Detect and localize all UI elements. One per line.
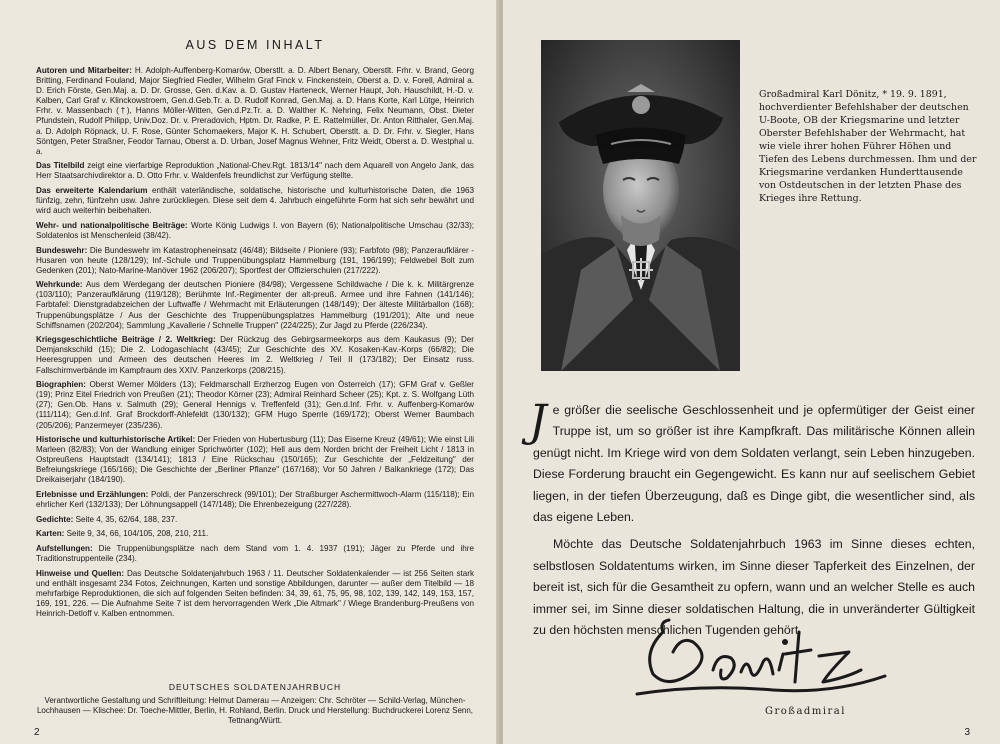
quote-paragraph-2: Möchte das Deutsche Soldatenjahrbuch 1963 im Sinne dieses echten, selbstlosen Soldatentums wirken, im Sinne dieser Tapferkeit des Einzelnen, der bereit ist, sich für die Gesamtheit zu opfern, wann und an welcher Stelle es auch immer sei, im Sinne dieser soldatischen Haltung, die in unveränderter Gültigkeit zu den höchsten menschlichen Tugenden gehört. [533,537,975,638]
signature-title: Großadmiral [765,706,846,717]
toc-entry-label: Gedichte: [36,514,74,524]
toc-entry-label: Erlebnisse und Erzählungen: [36,490,149,500]
toc-entry-text: Worte König Ludwigs I. von Bayern (6); Nationalpolitische Umschau (32/33); Soldatenlos ist Menschenleid (38/42). [36,220,475,240]
toc-entry-text: Seite 4, 35, 62/64, 188, 237. [73,514,178,524]
toc-entry-label: Das erweiterte Kalendarium [36,186,148,196]
quote-paragraph-1: e größer die seelische Geschlossenheit und je opfermütiger der Geist einer Truppe ist, um so größer ist ihre Kampfkraft. Das militärische Können allein genügt nicht. Im Kriege wird von dem Soldaten verlangt, sein Leben hinzugeben. Diese Forderung braucht ein Gegengewicht. Es kann nur auf seelischem Gebiet liegen, in der tiefen Überzeugung, daß es Dinge gibt, die wesentlicher sind, als das eigene Leben. [533,403,975,525]
toc-entry [36,490,474,510]
toc-entry-label: Hinweise und Quellen: [36,568,125,578]
toc-entry [36,544,474,564]
imprint-text: Verantwortliche Gestaltung und Schriftleitung: Helmut Damerau — Anzeigen: Chr. Schröter — Schild-Verlag, München-Lochhausen — Klischee: Dr. Toeche-Mittler, Berlin, H. Rohland, Berlin. Druck und Herstellung: Buchdruckerei Lorenz Senn, Tettnang/Württ. [36,696,474,725]
drop-cap: J [529,396,547,447]
toc-entry-label: Biographien: [36,380,86,390]
toc-entry-label: Autoren und Mitarbeiter: [36,66,132,75]
toc-entry-label: Wehrkunde: [36,280,83,290]
toc-entry [36,435,474,485]
toc-entry-text: Poldi, der Panzerschreck (99/101); Der Straßburger Aschermittwoch-Alarm (115/118); Ein ehrlicher Kerl (132/133); Der Löhnungsappell (147/148); Die Ehrenbezeigung (227/228). [36,490,475,510]
toc-entry-text: Das Deutsche Soldatenjahrbuch 1963 / 11. Deutscher Soldatenkalender — ist 256 Seiten stark und enthält insgesamt 234 Fotos, Zeichnungen, Karten und sonstige Abbildungen, darunter — außer dem Titelbild — 18 mehrfarbige Reproduktionen, die sich auf folgenden Seiten befinden: 34, 39, 61, 75, 95, 98, 102, 139, 142, 149, 153, 157, 169, 191, 226. — Die Aufnahme Seite 7 ist dem hervorragenden Werk „Die Altmark" / Wiege Brandenburg-Preußens von Heinrich-Detloff v. Kalben entnommen. [36,568,475,618]
toc-entry [36,380,474,430]
quote-text [529,396,975,647]
page-number-left: 2 [34,727,40,738]
toc-entry [36,569,474,619]
toc-entry [36,161,474,181]
toc-entry [36,186,474,216]
page-number-right: 3 [964,727,970,738]
imprint [36,682,474,726]
toc-list [36,66,474,619]
toc-entry-label: Wehr- und nationalpolitische Beiträge: [36,220,188,230]
toc-entry-text: H. Adolph-Auffenberg-Komarów, Oberstlt. a. D. Albert Benary, Oberstlt. Frhr. v. Brand, Georg Britting, Ferdinand Fouland, Major Siegfried Fiedler, Wilhelm Graf Finck v. Finckenstein, Oberst a. D. v. Forell, Admiral a. D. Erich Förste, Gen.Maj. a. D. Dr. Grosse, Gen. d.Kav. a. D. Gustav Harteneck, Werner Haupt, Joh. Hauschildt, H.-D. v. Kalben, Carl Graf v. Klinckowstroem, Gen.d.Geb.Tr. a. D. Rudolf Konrad, Gen.Maj. a. D. Hans Korte, Karl Lütge, Heinrich Frhr. v. Massenbach (†), Hanns Möller-Witten, Gen.d.Pz.Tr. a. D. Walther K. Nehring, Felix Neumann, Obst. Dieter Pfundstein, Rudolf Philipp, Univ.Doz. Dr. v. Preradovich, Hptm. Dr. Radke, P. E. Rattelmüller, Dr. Anton Ritthaler, Gen.Maj. a. D. Adolph Röpnack, U. F. Rose, Günter Schomaekers, Major K. H. Schubert, Oberstlt. a. D. Dr. Frhr. v. Siegler, Hans Söntgen, Peter Straßner, Feodor Tarnau, Oberst a. D. Urban, Josef Magnus Wehner, Fritz Weidt, Oberst a. D. Westphal u. a. [36,66,474,156]
portrait-illustration [541,40,740,371]
toc-title: AUS DEM INHALT [185,38,325,52]
handwritten-signature [623,612,903,707]
toc-entry [36,280,474,330]
toc-entry-text: Der Rückzug des Gebirgsarmeekorps aus dem Kaukasus (9); Der Demjanskschild (15); Die 2. Lodogaschlacht (43/45); Zur Geschichte des XV. Kosaken-Kav.-Korps (66/82); Die Heeresgruppen und Armeen des deutschen Heeres im 2. Weltkrieg / Teil II (173/182); Der Einsatz russ. Fallschirmverbände im Kampfraum des XXIV. Panzerkorps (208/215). [36,335,474,375]
toc-entry-label: Kriegsgeschichtliche Beiträge / 2. Weltkrieg: [36,335,216,345]
toc-entry [36,335,474,375]
imprint-title: DEUTSCHES SOLDATENJAHRBUCH [168,682,342,692]
toc-entry-label: Karten: [36,529,65,539]
portrait-photo [541,40,740,371]
toc-entry [36,529,474,539]
toc-entry-label: Aufstellungen: [36,543,93,553]
toc-entry-text: Die Truppenübungsplätze nach dem Stand vom 1. 4. 1937 (191); Jäger zu Pferde und ihre Traditionstruppenteile (234). [36,543,474,564]
portrait-caption: Großadmiral Karl Dönitz, * 19. 9. 1891, hochverdienter Befehlshaber der deutschen U-Boote, OB der Kriegsmarine und letzter Oberster Befehlshaber der Wehrmacht, hat wie viele ihrer hohen Führer Höhen und Tiefen des Lebens durchmessen. Ihm und der Kriegsmarine verdanken Hunderttausende von Ostdeutschen in der letzten Phase des Krieges ihre Rettung. [759,89,977,204]
toc-entry-label: Das Titelbild [36,161,85,171]
toc-entry [36,246,474,276]
toc-entry-text: Seite 9, 34, 66, 104/105, 208, 210, 211. [64,529,209,539]
toc-entry [36,221,474,241]
toc-entry-text: Der Frieden von Hubertusburg (11); Das Eiserne Kreuz (49/61); Wie einst Lili Marleen (82/83); Von der Wandlung einiger Sprichwörter (102); Hell aus dem Norden bricht der Freiheit Licht / 1813 in Ostpreußens Hauptstadt (134/141); 1813 / Eine Rückschau (150/165); Zur Geschichte der „Feldzeitung" der Befreiungskriege (165/166); Die Geschichte der „Berliner Pflanze" (167/168); Vor 50 Jahren / Balkankriege (172); Das Dreikaiserjahr (184/190). [36,435,474,485]
toc-entry-text: zeigt eine vierfarbige Reproduktion „National-Chev.Rgt. 1813/14" nach dem Aquarell von Angelo Jank, das Herr Staatsarchivdirektor a. D. Otto Frhr. v. Waldenfels freundlichst zur Verfügung stellte. [36,161,474,181]
toc-entry-text: Aus dem Werdegang der deutschen Pioniere (84/98); Vergessene Schildwache / Die k. k. Militärgrenze (103/110); Panzeraufklärung (119/128); Berühmte Inf.-Regimenter der alt-preuß. Armee und ihre Fahnen (141/146); Farbtafel: Dienstgradabzeichen der Luftwaffe / Wehrmacht mit Erläuterungen (148/149); Der älteste Militärballon (168); Truppenübungsplätze / Aus der Geschichte des Truppenübungsplatzes Hammelburg (191/201); Alte und neue Schiffsnamen (202/204); Sammlung „Kavallerie / Schnelle Truppen" (224/225); Zur Jagd zu Pferde (226/234). [36,280,474,330]
toc-entry-text: Oberst Werner Mölders (13); Feldmarschall Erzherzog Eugen von Österreich (17); GFM Graf v. Geßler (19); Prinz Eitel Friedrich von Preußen (21); Theodor Körner (23); Admiral Reinhard Scheer (25); Kpt. z. S. Wolfgang Lüth (27); Gen.Ob. Hans v. Salmuth (29); General Hennigs v. Treffenfeld (31); Gen.d.Inf. Frhr. v. Auffenberg-Komarów (111/114); Gen.d.Inf. Graf Brockdorff-Ahlefeldt (130/132); GFM Hugo Sperrle (169/172); Oberst Werner Baumbach (205/206); Panzermeyer (235/236). [36,380,474,430]
toc-entry-label: Bundeswehr: [36,245,88,255]
toc-entry-label: Historische und kulturhistorische Artikel: [36,435,196,445]
right-page [503,0,1000,744]
toc-entry-text: Die Bundeswehr im Katastropheneinsatz (46/48); Bildseite / Pioniere (93); Farbfoto (98); Panzeraufklärer - Husaren von heute (128/129); Inf.-Schule und Truppenübungsplatz Hammelburg (191, 196/199); Feldwebel Bolt zum Gedenken (201); Nato-Marine-Manöver 1962 (206/207); Sportfest der Offizierschulen (217/222). [36,245,474,275]
toc-entry [36,66,474,157]
toc-entry-text: enthält vaterländische, soldatische, historische und kulturhistorische Daten, die 1963 fünfzig, zehn, fünfzehn usw. Jahre zurückliegen. Diese seit dem 4. Jahrbuch eingeführte Form hat sich sehr bewährt und wird auch weiterhin beibehalten. [36,186,474,216]
toc-entry [36,515,474,525]
